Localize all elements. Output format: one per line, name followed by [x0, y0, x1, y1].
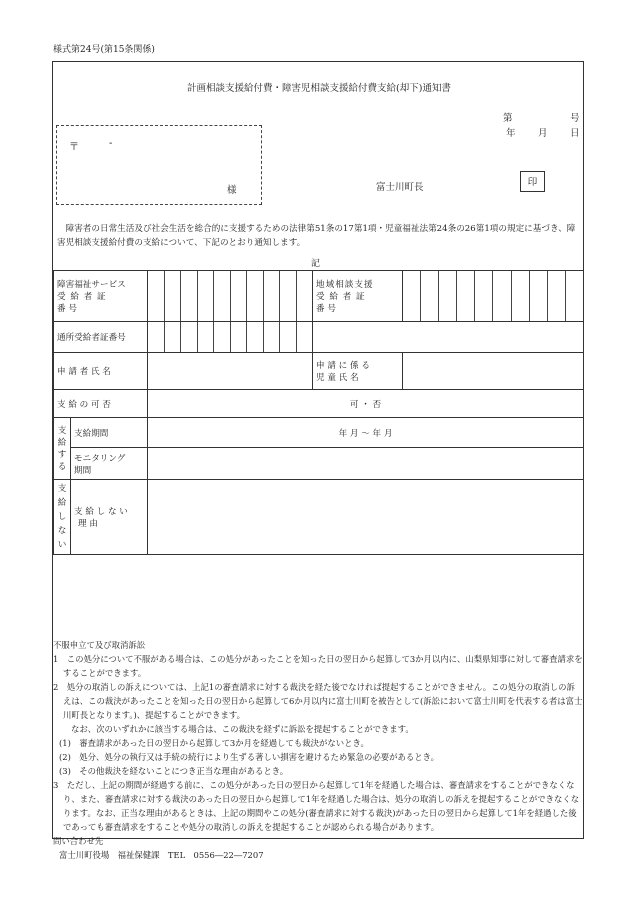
note-2-supplement: なお、次のいずれかに該当する場合は、この裁決を経ずに訴訟を提起することができます。: [71, 724, 414, 734]
addressee-honorific: 様: [227, 185, 237, 196]
deny-reason-value: [148, 480, 584, 555]
date-day: 日: [570, 128, 580, 139]
note-2-sub-1: (1) 審査請求があった日の翌日から起算して3か月を経過しても裁決がないとき。: [59, 738, 369, 748]
child-name-label: 申 請 に 係 る 児 童 氏 名: [313, 353, 403, 390]
applicant-name-label: 申 請 者 氏 名: [54, 353, 148, 390]
number-prefix: 第: [503, 113, 513, 124]
note-2-sub-2: (2) 処分、処分の執行又は手続の続行により生ずる著しい損害を避けるため緊急の必要があるとき。: [59, 752, 440, 762]
date-month: 月: [538, 128, 548, 139]
document-title: 計画相談支援給付費・障害児相談支援給付費支給(却下)通知書: [187, 83, 451, 94]
note-2-sub-3: (3) その他裁決を経ないことにつき正当な理由があるとき。: [59, 766, 289, 776]
approval-value: 可 ・ 否: [148, 390, 584, 418]
postal-dash: -: [109, 138, 113, 149]
note-1: 1 この処分について不服がある場合は、この処分があったことを知った日の翌日から起算して3か月以内に、山梨県知事に対して審査請求をすることができます。: [53, 654, 583, 678]
service-cert-label: 障害福祉サービス 受 給 者 証 番 号: [54, 271, 148, 322]
period-label: 支給期間: [71, 418, 148, 448]
notes-heading: 不服申立て及び取消訴訟: [53, 640, 146, 650]
child-name-value: [403, 353, 584, 390]
appeal-notes: [53, 638, 583, 862]
notice-frame: [52, 61, 584, 860]
monitoring-value: [148, 448, 584, 480]
commute-cert-label: 通所受給者証番号: [54, 322, 148, 353]
deny-reason-label: 支 給 し な い 理 由: [71, 480, 148, 555]
ki-mark: 記: [311, 259, 321, 269]
period-value: 年 月 ～ 年 月: [148, 418, 584, 448]
postal-mark: 〒: [69, 142, 79, 153]
monitoring-label: モニタリング 期間: [71, 448, 148, 480]
form-label: 様式第24号(第15条関係): [53, 45, 155, 55]
applicant-name-value: [148, 353, 313, 390]
info-table: [53, 270, 584, 555]
regional-cert-digits: [403, 271, 584, 322]
note-2: 2 処分の取消しの訴えについては、上記1の審査請求に対する裁決を経た後でなければ提起することができません。この処分の取消しの訴えは、この裁決があったことを知った日の翌日から起算して6か月以内に富士川町を被告として(訴訟において富士川町を代表する者は富士川町長となります。)、提起することができます。: [53, 682, 583, 720]
intro-paragraph: 障害者の日常生活及び社会生活を総合的に支援するための法律第51条の17第1項・児童福祉法第24条の26第1項の規定に基づき、障害児相談支援給付費の支給について、下記のとおり通知します。: [57, 224, 576, 248]
service-cert-digits: [148, 271, 313, 322]
contact-heading: 問い合わせ先: [53, 836, 104, 846]
date-year: 年: [506, 128, 516, 139]
approval-label: 支 給 の 可 否: [54, 390, 148, 418]
regional-cert-label: 地域相談支援 受 給 者 証 番 号: [313, 271, 403, 322]
note-3: 3 ただし、上記の期間が経過する前に、この処分があった日の翌日から起算して1年を経過した場合は、審査請求をすることができなくなり、また、審査請求に対する裁決のあった日の翌日から起算して1年を経過した場合は、処分の取消しの訴えを提起することができなくなります。なお、正当な理由があるときは、上記の期間やこの処分(審査請求に対する裁決)があった日の翌日から起算して1年を経過した後であっても審査請求をすることや処分の取消しの訴えを提起することが認められる場合があります。: [53, 780, 580, 832]
group-approve-label: 支給する: [54, 418, 71, 480]
group-deny-label: 支給しない: [54, 480, 71, 555]
commute-cert-blank: [313, 322, 584, 353]
address-box: [56, 125, 262, 205]
contact-info: 富士川町役場 福祉保健課 TEL 0556―22―7207: [59, 850, 264, 860]
seal-box: 印: [520, 171, 545, 192]
commute-cert-digits: [148, 322, 313, 353]
number-suffix: 号: [570, 113, 580, 124]
issuer-name: 富士川町長: [376, 182, 424, 193]
